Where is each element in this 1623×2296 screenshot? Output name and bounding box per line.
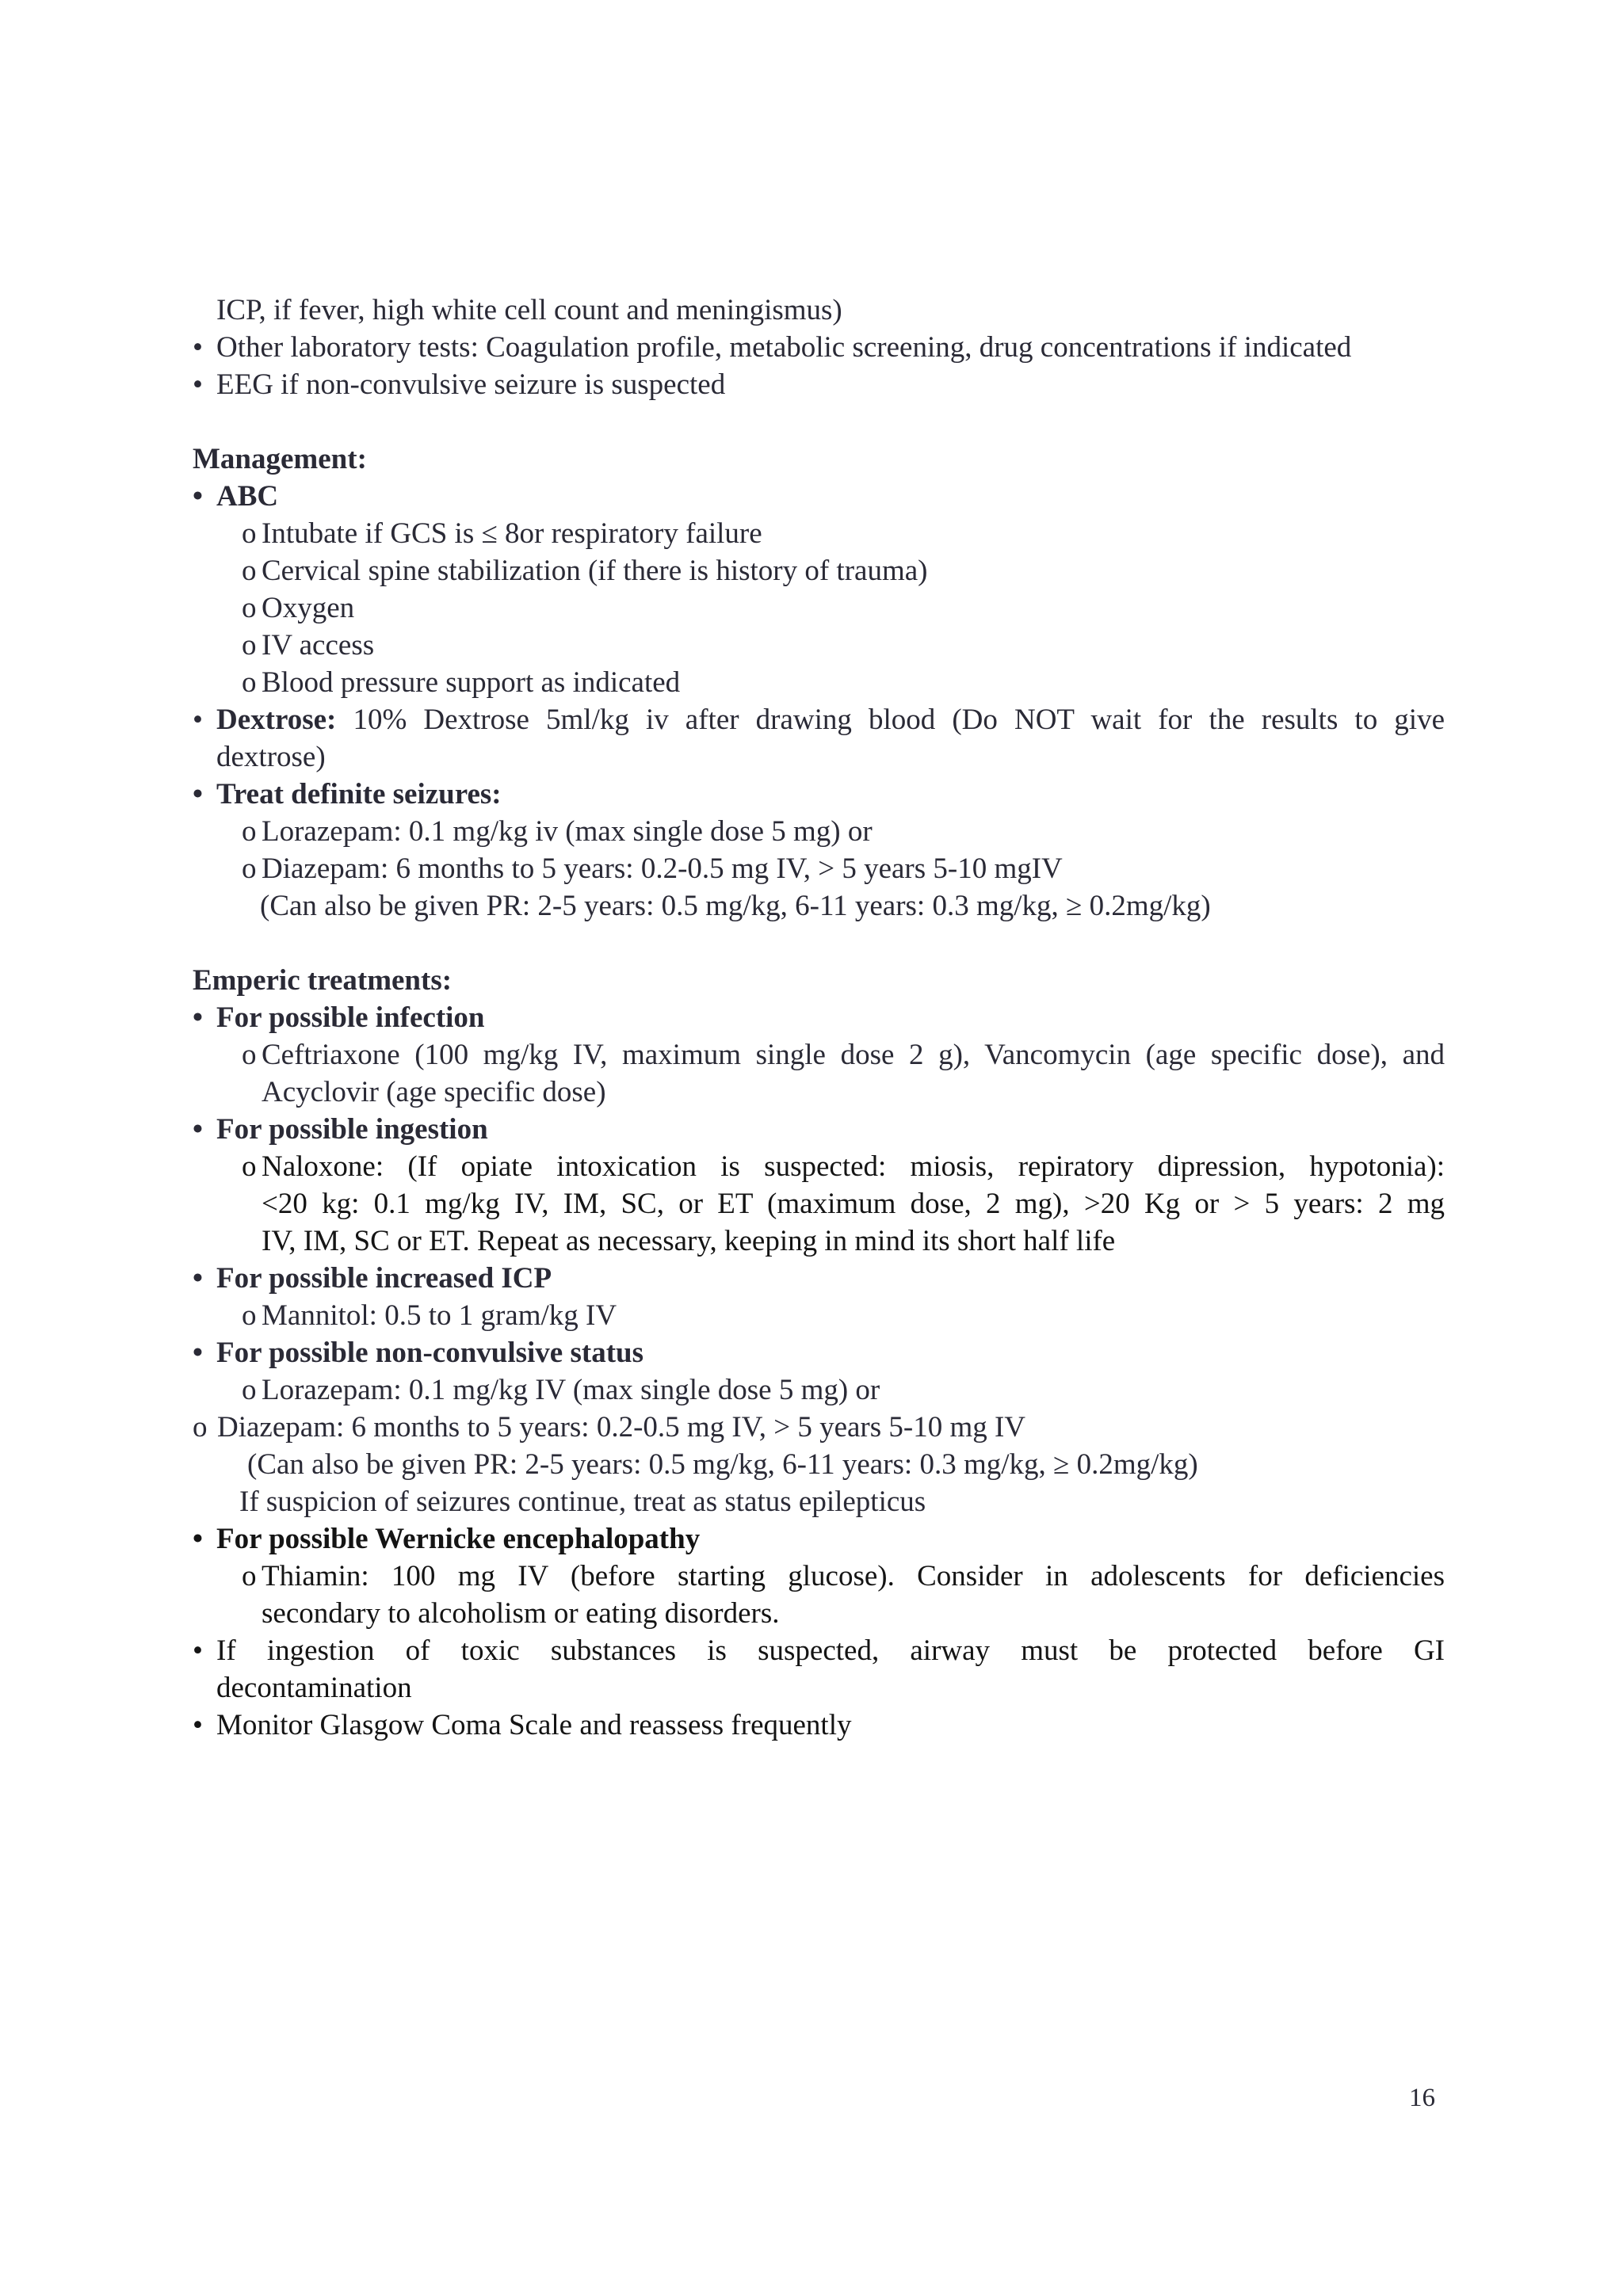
- continuation-line: [193, 1595, 1445, 1632]
- sub-bullet-item: [193, 1148, 1445, 1185]
- continuation-line: [193, 1185, 1445, 1222]
- line-text: EEG if non-convulsive seizure is suspected: [216, 368, 726, 401]
- bullet-item: [193, 1260, 1445, 1297]
- section-spacer: [193, 925, 1445, 962]
- line-text: Cervical spine stabilization (if there is history of trauma): [262, 555, 928, 587]
- bullet-item: [193, 999, 1445, 1036]
- bullet-item: [193, 329, 1445, 366]
- line-text: Ceftriaxone (100 mg/kg IV, maximum single dose 2 g), Vancomycin (age specific dose), and: [262, 1039, 1445, 1071]
- line-text: For possible Wernicke encephalopathy: [216, 1523, 701, 1555]
- line-text: Naloxone: (If opiate intoxication is suspected: miosis, repiratory dipression, hypotonia):: [262, 1150, 1445, 1183]
- page-body: [193, 292, 1445, 1744]
- bullet-item: [193, 1111, 1445, 1148]
- sub-bullet-item: [193, 850, 1445, 887]
- continuation-line: [193, 292, 1445, 329]
- section-heading: [193, 962, 1445, 999]
- sub-bullet-item: [193, 1036, 1445, 1074]
- sub-bullet-item: [193, 627, 1445, 664]
- continuation-line: [193, 1483, 1445, 1520]
- line-text: For possible increased ICP: [216, 1262, 552, 1295]
- line-text: 10% Dextrose 5ml/kg iv after drawing blood (Do NOT wait for the results to give: [336, 704, 1445, 736]
- sub-bullet-item: [193, 552, 1445, 589]
- sub-bullet-item: [193, 813, 1445, 850]
- line-text: Treat definite seizures:: [216, 778, 502, 810]
- line-text: IV, IM, SC or ET. Repeat as necessary, keeping in mind its short half life: [262, 1225, 1116, 1257]
- line-text: (Can also be given PR: 2-5 years: 0.5 mg/kg, 6-11 years: 0.3 mg/kg, ≥ 0.2mg/kg): [260, 890, 1211, 922]
- line-text: (Can also be given PR: 2-5 years: 0.5 mg/kg, 6-11 years: 0.3 mg/kg, ≥ 0.2mg/kg): [247, 1448, 1198, 1481]
- line-text: Blood pressure support as indicated: [262, 666, 681, 699]
- line-text: decontamination: [216, 1672, 412, 1704]
- continuation-line: [193, 738, 1445, 776]
- line-text: Mannitol: 0.5 to 1 gram/kg IV: [262, 1299, 617, 1332]
- bullet-item: [193, 1520, 1445, 1558]
- line-text: For possible infection: [216, 1001, 485, 1034]
- bullet-item: [193, 1707, 1445, 1744]
- sub-bullet-item: [193, 589, 1445, 627]
- line-text: Intubate if GCS is ≤ 8or respiratory failure: [262, 517, 762, 550]
- line-text: Lorazepam: 0.1 mg/kg iv (max single dose 5 mg) or: [262, 815, 873, 848]
- line-text: Oxygen: [262, 592, 355, 624]
- line-text: Diazepam: 6 months to 5 years: 0.2-0.5 mg IV, > 5 years 5-10 mg IV: [217, 1411, 1026, 1444]
- line-text: Management:: [193, 443, 367, 475]
- line-text: ABC: [216, 480, 279, 513]
- sub-bullet-item: [193, 1371, 1445, 1409]
- line-text: Emperic treatments:: [193, 964, 453, 997]
- continuation-line: [193, 887, 1445, 925]
- line-text: If suspicion of seizures continue, treat as status epilepticus: [239, 1486, 926, 1518]
- sub-bullet-item: [193, 1409, 1445, 1446]
- line-text: Lorazepam: 0.1 mg/kg IV (max single dose 5 mg) or: [262, 1374, 880, 1406]
- section-heading: [193, 441, 1445, 478]
- sub-bullet-item: [193, 1297, 1445, 1334]
- bullet-item: [193, 1334, 1445, 1371]
- page-number: 16: [1409, 2084, 1435, 2112]
- line-text: If ingestion of toxic substances is suspected, airway must be protected before GI: [216, 1634, 1445, 1667]
- line-text: Acyclovir (age specific dose): [262, 1076, 606, 1108]
- sub-bullet-item: [193, 1558, 1445, 1595]
- line-text: ICP, if fever, high white cell count and meningismus): [216, 294, 842, 326]
- line-text: Thiamin: 100 mg IV (before starting glucose). Consider in adolescents for deficiencies: [262, 1560, 1445, 1592]
- line-text: Diazepam: 6 months to 5 years: 0.2-0.5 mg IV, > 5 years 5-10 mgIV: [262, 852, 1063, 885]
- line-text: dextrose): [216, 741, 326, 773]
- bullet-item: [193, 478, 1445, 515]
- line-text: IV access: [262, 629, 375, 662]
- bullet-item: [193, 366, 1445, 403]
- continuation-line: [193, 1074, 1445, 1111]
- line-text: secondary to alcoholism or eating disorders.: [262, 1597, 780, 1630]
- continuation-line: [193, 1222, 1445, 1260]
- bullet-item: [193, 1632, 1445, 1669]
- line-text: For possible ingestion: [216, 1113, 488, 1146]
- sub-bullet-item: [193, 515, 1445, 552]
- bold-label: Dextrose:: [216, 704, 337, 736]
- sub-bullet-item: [193, 664, 1445, 701]
- line-text: For possible non-convulsive status: [216, 1337, 643, 1369]
- section-spacer: [193, 403, 1445, 441]
- bullet-item: [193, 776, 1445, 813]
- bullet-item: [193, 701, 1445, 738]
- continuation-line: [193, 1446, 1445, 1483]
- line-text: Other laboratory tests: Coagulation profile, metabolic screening, drug concentrations if indicated: [216, 331, 1352, 364]
- continuation-line: [193, 1669, 1445, 1707]
- line-text: <20 kg: 0.1 mg/kg IV, IM, SC, or ET (maximum dose, 2 mg), >20 Kg or > 5 years: 2 mg: [262, 1188, 1445, 1220]
- line-text: Monitor Glasgow Coma Scale and reassess frequently: [216, 1709, 852, 1741]
